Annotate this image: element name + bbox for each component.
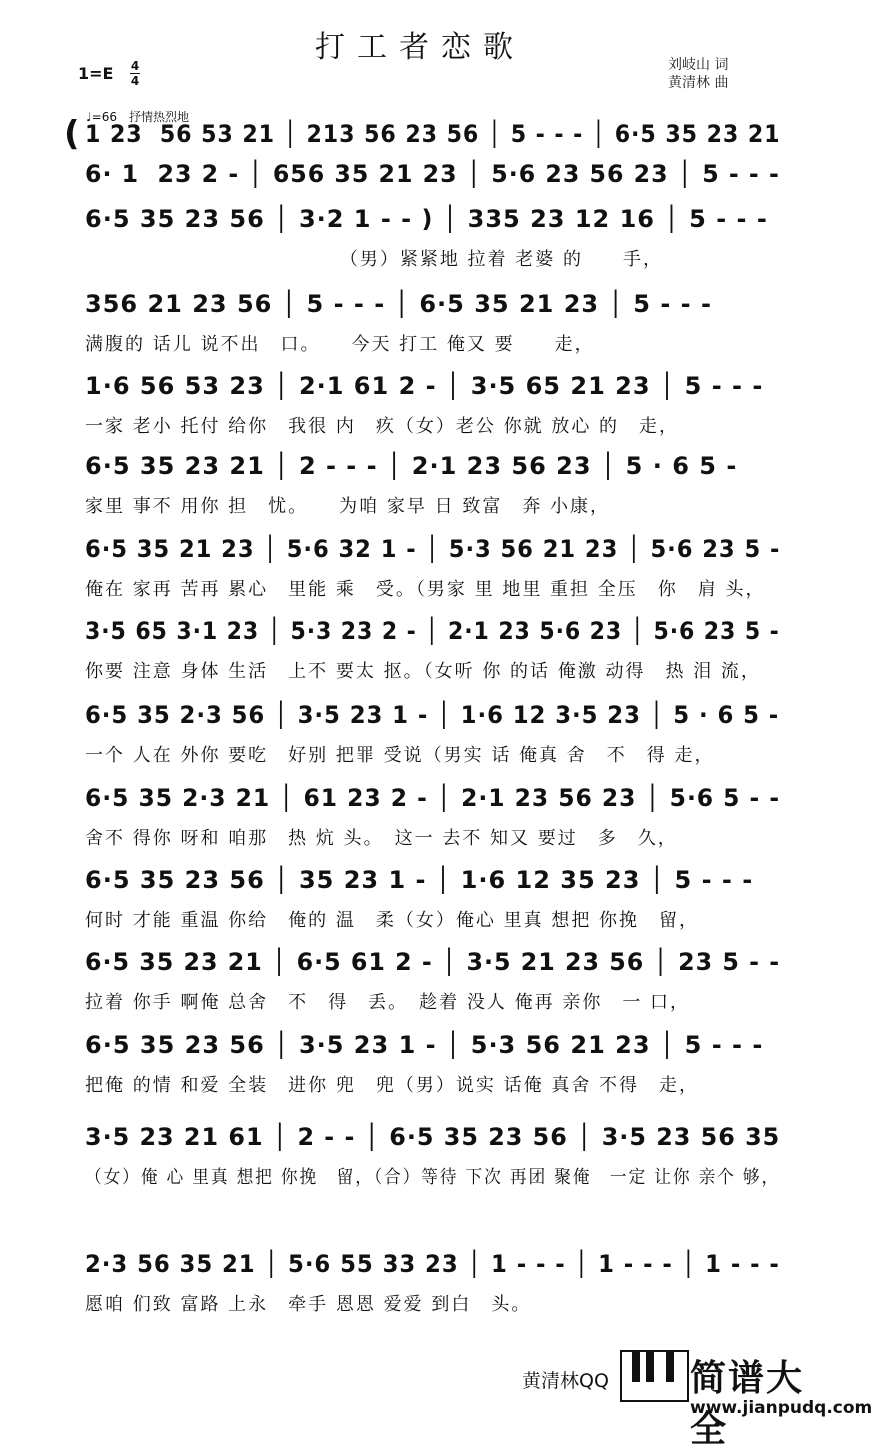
footer-text: 黄清林QQ bbox=[522, 1370, 609, 1392]
notes-row: 6·5 35 23 56 │ 35 23 1 - │ 1·6 12 35 23 │ 5 - - - bbox=[85, 866, 754, 894]
music-line bbox=[85, 617, 780, 697]
notes-row: 1·6 56 53 23 │ 2·1 61 2 - │ 3·5 65 21 23 │ 5 - - - bbox=[85, 372, 764, 400]
music-line bbox=[85, 205, 780, 285]
notes-row: 3·5 65 3·1 23 │ 5·3 23 2 - │ 2·1 23 5·6 23 │ 5·6 23 5 - bbox=[85, 617, 780, 645]
lyrics-row: 拉着 你手 啊俺 总舍 不 得 丢。 趁着 没人 俺再 亲你 一 口， bbox=[85, 992, 691, 1013]
music-line bbox=[85, 1123, 780, 1203]
notes-row: 6·5 35 23 21 │ 2 - - - │ 2·1 23 56 23 │ 5 · 6 5 - bbox=[85, 452, 738, 480]
lyrics-row: 满腹的 话儿 说不出 口。 今天 打工 俺又 要 走， bbox=[85, 334, 595, 355]
lyrics-row: 把俺 的情 和爱 全装 进你 兜 兜（男）说实 话俺 真舍 不得 走， bbox=[85, 1075, 700, 1096]
lyrics-row: 一个 人在 外你 要吃 好别 把罪 受说（男实 话 俺真 舍 不 得 走， bbox=[85, 745, 715, 766]
time-signature-bottom: 4 bbox=[130, 74, 140, 88]
composer-credit: 黄清林 曲 bbox=[668, 75, 729, 91]
notes-row: 3·5 23 21 61 │ 2 - - │ 6·5 35 23 56 │ 3·5 23 56 35 bbox=[85, 1123, 781, 1151]
notes-row: 6·5 35 21 23 │ 5·6 32 1 - │ 5·3 56 21 23 │ 5·6 23 5 - bbox=[85, 535, 781, 563]
notes-row: 6·5 35 2·3 21 │ 61 23 2 - │ 2·1 23 56 23 │ 5·6 5 - - bbox=[85, 784, 781, 812]
notes-row: 2·3 56 35 21 │ 5·6 55 33 23 │ 1 - - - │ 1 - - - │ 1 - - - bbox=[85, 1250, 780, 1278]
music-line bbox=[85, 784, 780, 864]
repeat-paren-icon: ( bbox=[64, 114, 80, 154]
notes-row: 6·5 35 2·3 56 │ 3·5 23 1 - │ 1·6 12 3·5 23 │ 5 · 6 5 - bbox=[85, 701, 780, 729]
logo-name: 简谱大全 bbox=[690, 1358, 805, 1450]
lyrics-row: 一家 老小 托付 给你 我很 内 疚（女）老公 你就 放心 的 走， bbox=[85, 416, 680, 437]
lyrics-row: 家里 事不 用你 担 忧。 为咱 家早 日 致富 奔 小康， bbox=[85, 496, 611, 517]
lyrics-row: 何时 才能 重温 你给 俺的 温 柔（女）俺心 里真 想把 你挽 留， bbox=[85, 910, 700, 931]
music-line bbox=[85, 866, 780, 946]
music-line bbox=[85, 290, 780, 370]
lyrics-row: （男）紧紧地 拉着 老婆 的 手， bbox=[85, 249, 663, 270]
music-line bbox=[85, 701, 780, 781]
lyrics-row: 俺在 家再 苦再 累心 里能 乘 受。（男家 里 地里 重担 全压 你 肩 头， bbox=[85, 579, 766, 600]
notes-row: 6·5 35 23 21 │ 6·5 61 2 - │ 3·5 21 23 56 │ 23 5 - - bbox=[85, 948, 781, 976]
notes-row: 6· 1 23 2 - │ 656 35 21 23 │ 5·6 23 56 23 │ 5 - - - bbox=[85, 160, 780, 188]
song-title: 打工者恋歌 bbox=[315, 30, 525, 65]
lyrics-row: 愿咱 们致 富路 上永 牵手 恩恩 爱爱 到白 头。 bbox=[85, 1294, 532, 1315]
music-line bbox=[85, 535, 780, 615]
piano-keys-icon bbox=[620, 1350, 689, 1402]
time-signature-top: 4 bbox=[130, 59, 140, 73]
music-line bbox=[85, 452, 780, 532]
lyricist-credit: 刘岐山 词 bbox=[668, 57, 729, 73]
notes-row: 6·5 35 23 56 │ 3·5 23 1 - │ 5·3 56 21 23 │ 5 - - - bbox=[85, 1031, 764, 1059]
key-signature: 1=E bbox=[78, 64, 114, 83]
time-signature bbox=[130, 60, 140, 87]
music-line bbox=[85, 948, 780, 1028]
notes-row: 1 23 56 53 21 │ 213 56 23 56 │ 5 - - - │ 6·5 35 23 21 bbox=[85, 120, 781, 148]
music-line bbox=[85, 1031, 780, 1111]
lyrics-row: （女）俺 心 里真 想把 你挽 留，（合）等待 下次 再团 聚俺 一定 让你 亲个 够， bbox=[85, 1167, 781, 1188]
tempo-marking: ♩=66 抒情热烈地 bbox=[86, 110, 189, 124]
logo-url: www.jianpudq.com bbox=[690, 1398, 872, 1418]
lyrics-row: 你要 注意 身体 生活 上不 要太 抠。（女听 你 的话 俺激 动得 热 泪 流， bbox=[85, 661, 761, 682]
lyrics-row: 舍不 得你 呀和 咱那 热 炕 头。 这一 去不 知又 要过 多 久， bbox=[85, 828, 678, 849]
notes-row: 6·5 35 23 56 │ 3·2 1 - - ) │ 335 23 12 16 │ 5 - - - bbox=[85, 205, 768, 233]
music-line bbox=[85, 1250, 780, 1330]
music-line bbox=[85, 372, 780, 452]
notes-row: 356 21 23 56 │ 5 - - - │ 6·5 35 21 23 │ 5 - - - bbox=[85, 290, 712, 318]
